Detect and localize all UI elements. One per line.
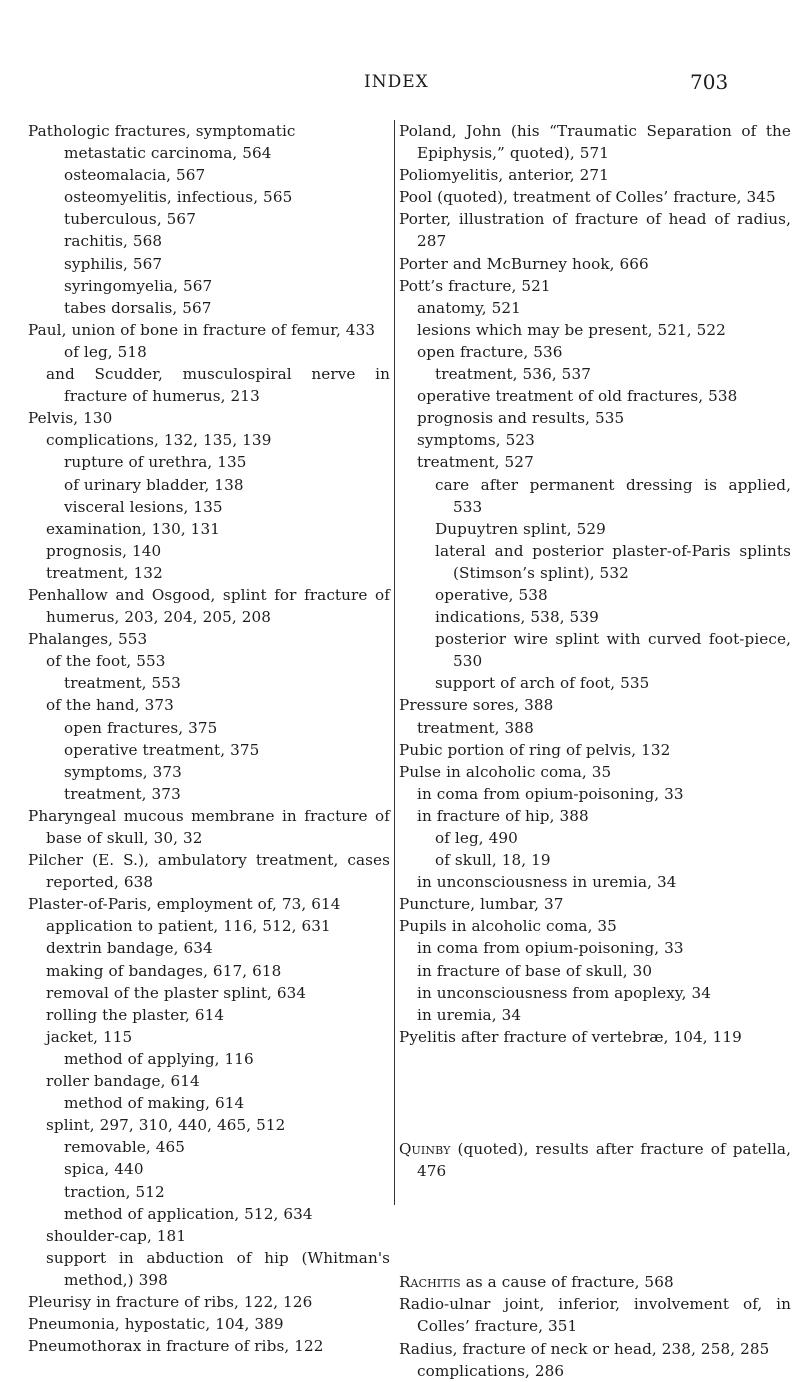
index-subentry: in coma from opium-poisoning, 33 [417, 939, 684, 958]
page-number: 703 [690, 70, 729, 94]
index-subentry: treatment, 373 [64, 784, 181, 803]
index-subentry: of skull, 18, 19 [435, 851, 551, 870]
section-gap [399, 1234, 791, 1256]
index-subentry: traction, 512 [64, 1182, 165, 1201]
index-subentry: tabes dorsalis, 567 [64, 298, 212, 317]
index-subentry: jacket, 115 [46, 1027, 133, 1046]
index-subentry: indications, 538, 539 [435, 608, 599, 627]
index-subentry: of the foot, 553 [46, 652, 166, 671]
index-subentry: application to patient, 116, 512, 631 [46, 917, 331, 936]
index-subentry: spica, 440 [64, 1160, 144, 1179]
index-entry: Quinby (quoted), results after fracture of patella, 476 [399, 1139, 791, 1180]
index-subentry: care after permanent dressing is applied, 533 [435, 475, 791, 516]
index-subentry: lesions which may be present, 521, 522 [417, 320, 726, 339]
index-subentry: lateral and posterior plaster-of-Paris splints (Stimson’s splint), 532 [435, 541, 791, 582]
index-subentry: complications, 286 [417, 1361, 565, 1380]
section-gap [399, 1197, 791, 1219]
index-subentry: open fracture, 536 [417, 342, 563, 361]
index-entry: Paul, union of bone in fracture of femur, 433 [28, 320, 376, 339]
index-subentry: osteomyelitis, infectious, 565 [64, 188, 293, 207]
index-entry: Porter, illustration of fracture of head of radius, 287 [399, 210, 791, 251]
index-subentry: method of application, 512, 634 [64, 1204, 313, 1223]
index-subentry: visceral lesions, 135 [64, 497, 223, 516]
index-subentry: complications, 132, 135, 139 [46, 431, 272, 450]
index-subentry: of urinary bladder, 138 [64, 475, 244, 494]
column-divider [394, 120, 395, 1205]
index-subentry: of leg, 518 [64, 342, 147, 361]
index-subentry: prognosis, 140 [46, 541, 162, 560]
index-subentry: operative treatment, 375 [64, 740, 260, 759]
index-subentry: in coma from opium-poisoning, 33 [417, 784, 684, 803]
index-subentry: Dupuytren splint, 529 [435, 519, 606, 538]
index-entry: Penhallow and Osgood, splint for fracture of humerus, 203, 204, 205, 208 [28, 585, 390, 627]
index-subentry: removable, 465 [64, 1138, 186, 1157]
index-subentry: treatment, 536, 537 [435, 365, 591, 384]
index-entry: Pressure sores, 388 [399, 696, 554, 715]
index-subentry: tuberculous, 567 [64, 210, 196, 229]
index-subentry: in unconsciousness in uremia, 34 [417, 873, 677, 892]
index-subentry: rolling the plaster, 614 [46, 1005, 225, 1024]
index-subentry: examination, 130, 131 [46, 519, 220, 538]
index-column-left [28, 120, 390, 1357]
index-subentry: posterior wire splint with curved foot-piece, 530 [435, 630, 791, 671]
index-subentry: treatment, 132 [46, 563, 163, 582]
index-subentry: method of applying, 116 [64, 1049, 254, 1068]
index-subentry: in fracture of hip, 388 [417, 806, 589, 825]
index-subentry: making of bandages, 617, 618 [46, 961, 282, 980]
index-subentry: rachitis, 568 [64, 232, 163, 251]
index-subentry: in fracture of base of skull, 30 [417, 961, 653, 980]
index-subentry: symptoms, 523 [417, 431, 535, 450]
index-subentry: open fractures, 375 [64, 718, 218, 737]
index-entry: Pneumothorax in fracture of ribs, 122 [28, 1337, 324, 1356]
header-title: INDEX [364, 72, 429, 92]
index-entry: Pneumonia, hypostatic, 104, 389 [28, 1315, 284, 1334]
page-header [0, 70, 801, 106]
index-entry: Pathologic fractures, symptomatic [28, 122, 296, 140]
index-column-right [399, 120, 791, 1382]
index-entry: Pelvis, 130 [28, 409, 113, 428]
small-caps-head: Rachitis [399, 1273, 461, 1292]
index-entry: Pleurisy in fracture of ribs, 122, 126 [28, 1292, 313, 1311]
index-entry: Radio-ulnar joint, inferior, involvement of, in Colles’ fracture, 351 [399, 1295, 791, 1336]
index-entry: Pilcher (E. S.), ambulatory treatment, cases reported, 638 [28, 851, 390, 892]
index-subentry: roller bandage, 614 [46, 1072, 200, 1091]
index-subentry: syringomyelia, 567 [64, 276, 213, 295]
index-subentry: treatment, 527 [417, 453, 534, 472]
index-entry: Pubic portion of ring of pelvis, 132 [399, 740, 671, 759]
index-subentry: prognosis and results, 535 [417, 409, 625, 428]
section-gap [399, 1100, 791, 1122]
index-subentry: operative treatment of old fractures, 538 [417, 387, 738, 406]
small-caps-head: Quinby [399, 1139, 451, 1158]
index-subentry: and Scudder, musculospiral nerve in fracture of humerus, 213 [46, 365, 390, 406]
index-entry: Pott’s fracture, 521 [399, 276, 551, 295]
index-entry: Pulse in alcoholic coma, 35 [399, 762, 612, 781]
index-entry: Pharyngeal mucous membrane in fracture of base of skull, 30, 32 [28, 806, 390, 847]
index-subentry: support of arch of foot, 535 [435, 674, 650, 693]
index-entry: Phalanges, 553 [28, 630, 148, 649]
index-entry: Radius, fracture of neck or head, 238, 258, 285 [399, 1339, 770, 1358]
index-subentry: splint, 297, 310, 440, 465, 512 [46, 1116, 286, 1135]
index-entry: Rachitis as a cause of fracture, 568 [399, 1273, 674, 1292]
index-subentry: operative, 538 [435, 585, 548, 604]
index-entry: Plaster-of-Paris, employment of, 73, 614 [28, 895, 341, 914]
section-gap [399, 1063, 791, 1085]
index-subentry: dextrin bandage, 634 [46, 939, 213, 958]
index-subentry: osteomalacia, 567 [64, 166, 206, 185]
index-entry: Pyelitis after fracture of vertebræ, 104, 119 [399, 1027, 742, 1046]
index-entry: Pool (quoted), treatment of Colles’ fracture, 345 [399, 188, 776, 207]
index-subentry: shoulder-cap, 181 [46, 1226, 187, 1245]
index-entry: Puncture, lumbar, 37 [399, 895, 564, 914]
index-entry: Porter and McBurney hook, 666 [399, 254, 649, 273]
index-subentry: rupture of urethra, 135 [64, 453, 247, 472]
index-subentry: in unconsciousness from apoplexy, 34 [417, 983, 711, 1002]
index-subentry: of the hand, 373 [46, 696, 174, 715]
index-entry: Poland, John (his “Traumatic Separation of the Epiphysis,” quoted), 571 [399, 122, 791, 163]
index-subentry: of leg, 490 [435, 829, 518, 847]
index-subentry: method of making, 614 [64, 1094, 245, 1113]
index-subentry: treatment, 553 [64, 674, 181, 693]
index-subentry: syphilis, 567 [64, 254, 163, 273]
index-entry: Pupils in alcoholic coma, 35 [399, 917, 617, 936]
index-subentry: in uremia, 34 [417, 1005, 522, 1024]
index-entry: Poliomyelitis, anterior, 271 [399, 166, 609, 185]
index-subentry: symptoms, 373 [64, 762, 182, 781]
index-subentry: metastatic carcinoma, 564 [64, 144, 272, 163]
index-subentry: support in abduction of hip (Whitman's method,) 398 [46, 1248, 390, 1289]
index-subentry: anatomy, 521 [417, 298, 521, 317]
index-subentry: treatment, 388 [417, 718, 534, 737]
index-subentry: removal of the plaster splint, 634 [46, 983, 307, 1002]
